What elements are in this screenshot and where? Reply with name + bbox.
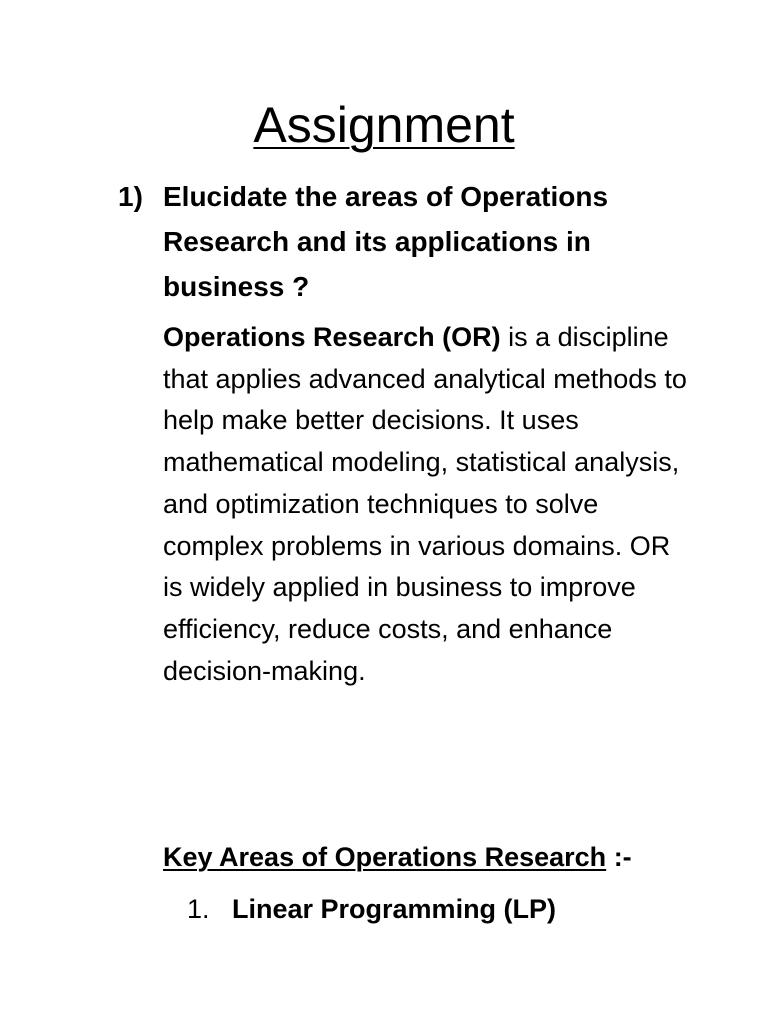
list-item-marker: 1. bbox=[187, 894, 210, 924]
key-areas-heading bbox=[163, 836, 723, 878]
question-number: 1) bbox=[118, 181, 143, 212]
list-item bbox=[187, 888, 687, 930]
document-title: Assignment bbox=[253, 97, 515, 153]
list-item-label: Linear Programming (LP) bbox=[232, 894, 557, 924]
paragraph-bold-lead: Operations Research (OR) bbox=[163, 322, 501, 352]
intro-paragraph bbox=[163, 317, 688, 692]
key-areas-heading-suffix: :- bbox=[606, 842, 632, 872]
paragraph-body: is a discipline that applies advanced analytical methods to help make better decisions. It uses mathematical modeling, statistical analysis, and optimization techniques to solve complex problems in various domains. OR is widely applied in business to improve efficiency, reduce costs, and enhance decision-making. bbox=[163, 322, 687, 686]
question-text: Elucidate the areas of Operations Research and its applications in business ? bbox=[163, 181, 609, 302]
key-areas-heading-text: Key Areas of Operations Research bbox=[163, 842, 607, 872]
question-item bbox=[118, 174, 678, 309]
